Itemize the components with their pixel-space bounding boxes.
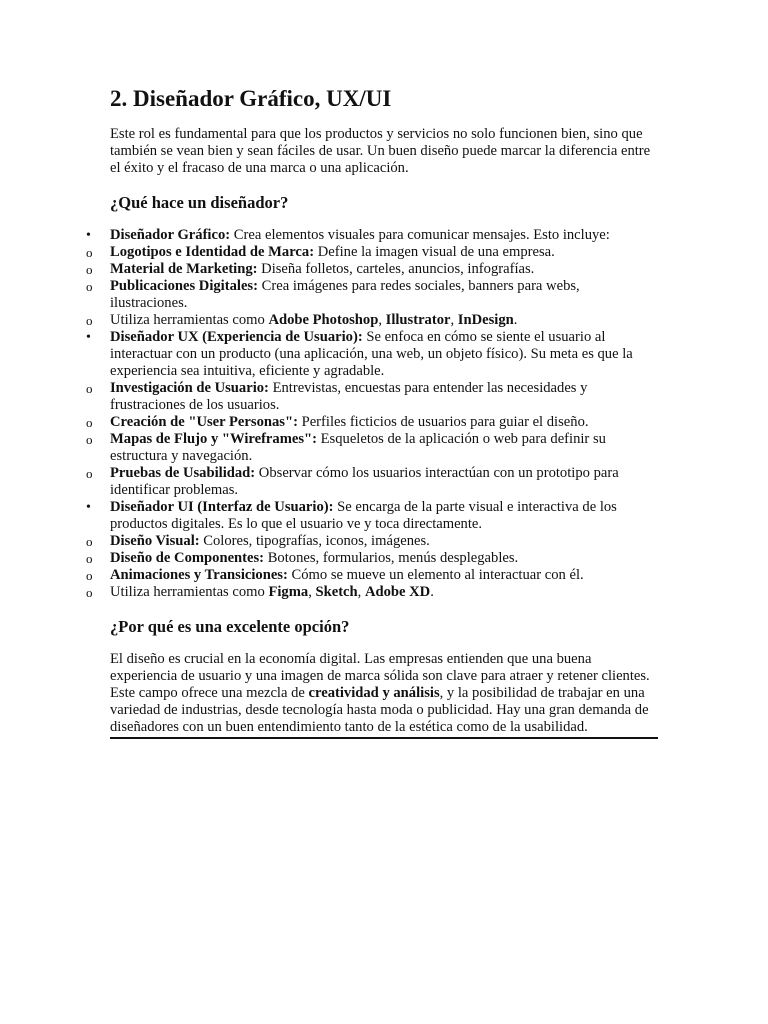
list-item-herramientas-ui (86, 584, 658, 601)
sub-marker: o (86, 466, 93, 481)
separator: , (357, 584, 365, 600)
sub-marker: o (86, 568, 93, 583)
item-term: Animaciones y Transiciones: (110, 567, 288, 583)
item-text: Se encarga de la parte visual e interactiva de los productos digitales. Es lo que el usuario ve y toca directamente. (110, 499, 617, 532)
item-term: Creación de "User Personas": (110, 414, 298, 430)
item-text: Utiliza herramientas como (110, 312, 269, 328)
list-item-investigacion (86, 380, 658, 414)
tool-name: Adobe XD (364, 584, 431, 600)
bullet-marker: • (86, 228, 91, 243)
closing-emphasis: creatividad y análisis (308, 685, 440, 701)
tool-name: Illustrator (385, 312, 451, 328)
item-term: Diseñador UI (Interfaz de Usuario): (110, 499, 334, 515)
sub-marker: o (86, 279, 93, 294)
document-page (86, 84, 658, 739)
item-text: Cómo se mueve un elemento al interactuar con él. (287, 567, 584, 583)
item-text: Crea elementos visuales para comunicar mensajes. Esto incluye: (230, 227, 610, 243)
item-term: Diseñador UX (Experiencia de Usuario): (110, 329, 363, 345)
list-item-animaciones (86, 567, 658, 584)
closing-text-start: El diseño es crucial en la economía digital. Las empresas entienden que una buena experiencia de usuario y una imagen de marca sólida son clave para atraer y retener clientes. Este campo ofrece una mezcla de (110, 651, 650, 701)
item-term: Diseño de Componentes: (110, 550, 265, 566)
list-item-marketing (86, 261, 658, 278)
intro-paragraph: Este rol es fundamental para que los productos y servicios no solo funcionen bien, sino que también se vean bien y sean fáciles de usar. Un buen diseño puede marcar la diferencia entre el éxito y el fracaso de una marca o una aplicación. (110, 126, 651, 176)
sub-marker: o (86, 381, 93, 396)
list-item-personas (86, 414, 658, 431)
item-term: Diseño Visual: (110, 533, 200, 549)
item-term: Publicaciones Digitales: (110, 278, 258, 294)
separator: , (450, 312, 458, 328)
closing-paragraph (110, 651, 658, 736)
item-text: Define la imagen visual de una empresa. (314, 244, 555, 260)
item-term: Investigación de Usuario: (110, 380, 269, 396)
sub-marker: o (86, 415, 93, 430)
sub-marker: o (86, 551, 93, 566)
sub-marker: o (86, 585, 93, 600)
bullet-marker: • (86, 330, 91, 345)
list-item-ux (86, 329, 658, 380)
page-title: 2. Diseñador Gráfico, UX/UI (110, 86, 392, 111)
list-item-publicaciones (86, 278, 658, 312)
list-item-pruebas (86, 465, 658, 499)
separator: . (430, 584, 434, 600)
list-item-herramientas-grafico (86, 312, 658, 329)
item-term: Logotipos e Identidad de Marca: (110, 244, 315, 260)
list-item-diseno-visual (86, 533, 658, 550)
item-text: Diseña folletos, carteles, anuncios, infografías. (257, 261, 535, 277)
item-text: Utiliza herramientas como (110, 584, 269, 600)
tool-name: Sketch (315, 584, 358, 600)
section-heading-why: ¿Por qué es una excelente opción? (110, 617, 350, 636)
horizontal-rule (110, 737, 658, 739)
item-term: Pruebas de Usabilidad: (110, 465, 256, 481)
sub-marker: o (86, 245, 93, 260)
list-item-ui (86, 499, 658, 533)
bullet-marker: • (86, 500, 91, 515)
tool-name: Adobe Photoshop (268, 312, 379, 328)
section-heading-what: ¿Qué hace un diseñador? (110, 193, 289, 212)
sub-marker: o (86, 313, 93, 328)
item-text: Esqueletos de la aplicación o web para definir su estructura y navegación. (110, 431, 606, 464)
item-text: Perfiles ficticios de usuarios para guiar el diseño. (297, 414, 589, 430)
separator: , (308, 584, 316, 600)
closing-text-end: , y la posibilidad de trabajar en una variedad de industrias, desde tecnología hasta moda o publicidad. Hay una gran demanda de diseñadores con un buen entendimiento tanto de la estética como de la usabilidad. (110, 685, 649, 735)
item-text: Observar cómo los usuarios interactúan con un prototipo para identificar problemas. (110, 465, 619, 498)
item-text: Se enfoca en cómo se siente el usuario al interactuar con un producto (una aplicación, una web, un objeto físico). Su meta es que la experiencia sea intuitiva, eficiente y agradable. (110, 329, 633, 379)
list-item-mapas (86, 431, 658, 465)
sub-marker: o (86, 432, 93, 447)
list-item-grafico (86, 227, 658, 244)
tool-name: Figma (268, 584, 309, 600)
item-text: Colores, tipografías, iconos, imágenes. (199, 533, 430, 549)
item-text: Entrevistas, encuestas para entender las necesidades y frustraciones de los usuarios. (110, 380, 588, 413)
list-item-logotipos (86, 244, 658, 261)
list-item-componentes (86, 550, 658, 567)
item-text: Crea imágenes para redes sociales, banners para webs, ilustraciones. (110, 278, 580, 311)
sub-marker: o (86, 534, 93, 549)
item-term: Material de Marketing: (110, 261, 258, 277)
tool-name: InDesign (457, 312, 514, 328)
item-term: Diseñador Gráfico: (110, 227, 231, 243)
item-term: Mapas de Flujo y "Wireframes": (110, 431, 317, 447)
sub-marker: o (86, 262, 93, 277)
separator: , (378, 312, 386, 328)
separator: . (513, 312, 518, 328)
role-list (86, 227, 658, 601)
item-text: Botones, formularios, menús desplegables. (264, 550, 519, 566)
